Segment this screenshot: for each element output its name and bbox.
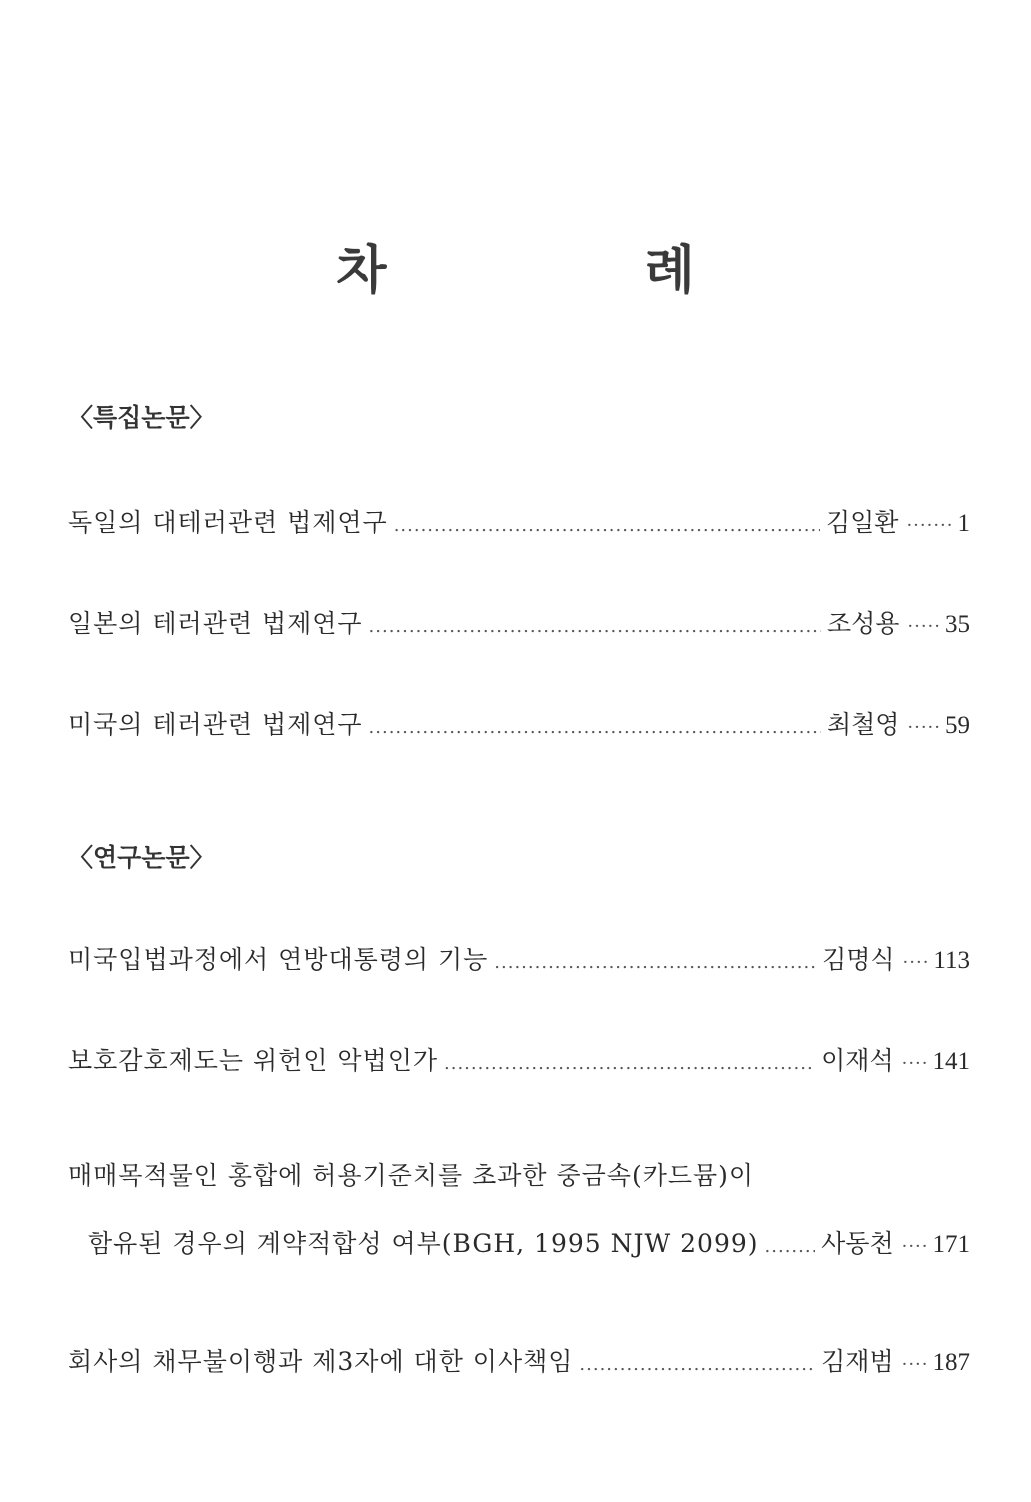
toc-entry-page: 113 [933,947,970,974]
toc-entry-title: 미국의 테러관련 법제연구 [68,710,363,739]
toc-entry-page: 141 [932,1048,970,1075]
toc-entry-page: 171 [932,1231,970,1258]
leader-dots [444,1053,815,1074]
leader-dots [494,952,816,973]
toc-entry-title: 일본의 테러관련 법제연구 [68,609,363,638]
toc-entry[interactable] [88,1224,970,1260]
toc-entry-author: 최철영 [826,710,900,739]
toc-entry-author: 김재범 [821,1347,894,1376]
toc-entry[interactable] [68,705,970,741]
toc-entry[interactable] [68,503,970,539]
leader-dots-short: ···· [901,1236,929,1257]
leader-dots-short: ······· [906,515,954,536]
toc-entry-title: 회사의 채무불이행과 제3자에 대한 이사책임 [68,1347,574,1376]
toc-entry-page: 59 [945,712,970,739]
toc-entry-title: 독일의 대테러관련 법제연구 [68,508,388,537]
section-heading-research: 〈연구논문〉 [68,843,215,872]
toc-entry-author: 사동천 [821,1229,894,1258]
toc-entry[interactable] [68,1342,970,1378]
leader-dots-short: ····· [907,616,941,637]
leader-dots-short: ···· [901,1053,929,1074]
toc-entry-author: 김명식 [822,945,895,974]
toc-entry[interactable] [68,604,970,640]
toc-entry-page: 187 [932,1349,970,1376]
toc-entry-author: 이재석 [821,1046,894,1075]
leader-dots-short: ····· [907,717,941,738]
toc-entry-title: 미국입법과정에서 연방대통령의 기능 [68,945,489,974]
toc-entry-page: 35 [945,611,970,638]
leader-dots [394,515,820,536]
leader-dots [369,717,821,738]
section-heading-special: 〈특집논문〉 [68,403,215,432]
toc-entry-title-line1[interactable]: 매매목적물인 홍합에 허용기준치를 초과한 중금속(카드뮴)이 [68,1161,755,1190]
leader-dots [369,616,821,637]
leader-dots-short: ···· [902,952,930,973]
toc-entry-title: 함유된 경우의 계약적합성 여부(BGH, 1995 NJW 2099) [88,1229,759,1258]
leader-dots [765,1236,816,1257]
toc-entry-title: 보호감호제도는 위헌인 악법인가 [68,1046,438,1075]
toc-entry[interactable] [68,940,970,976]
leader-dots [579,1354,815,1375]
toc-entry-author: 조성용 [826,609,900,638]
page-title: 차 례 [336,240,815,301]
toc-entry[interactable] [68,1041,970,1077]
leader-dots-short: ···· [901,1354,929,1375]
toc-entry-page: 1 [957,510,970,537]
toc-entry-author: 김일환 [825,508,899,537]
